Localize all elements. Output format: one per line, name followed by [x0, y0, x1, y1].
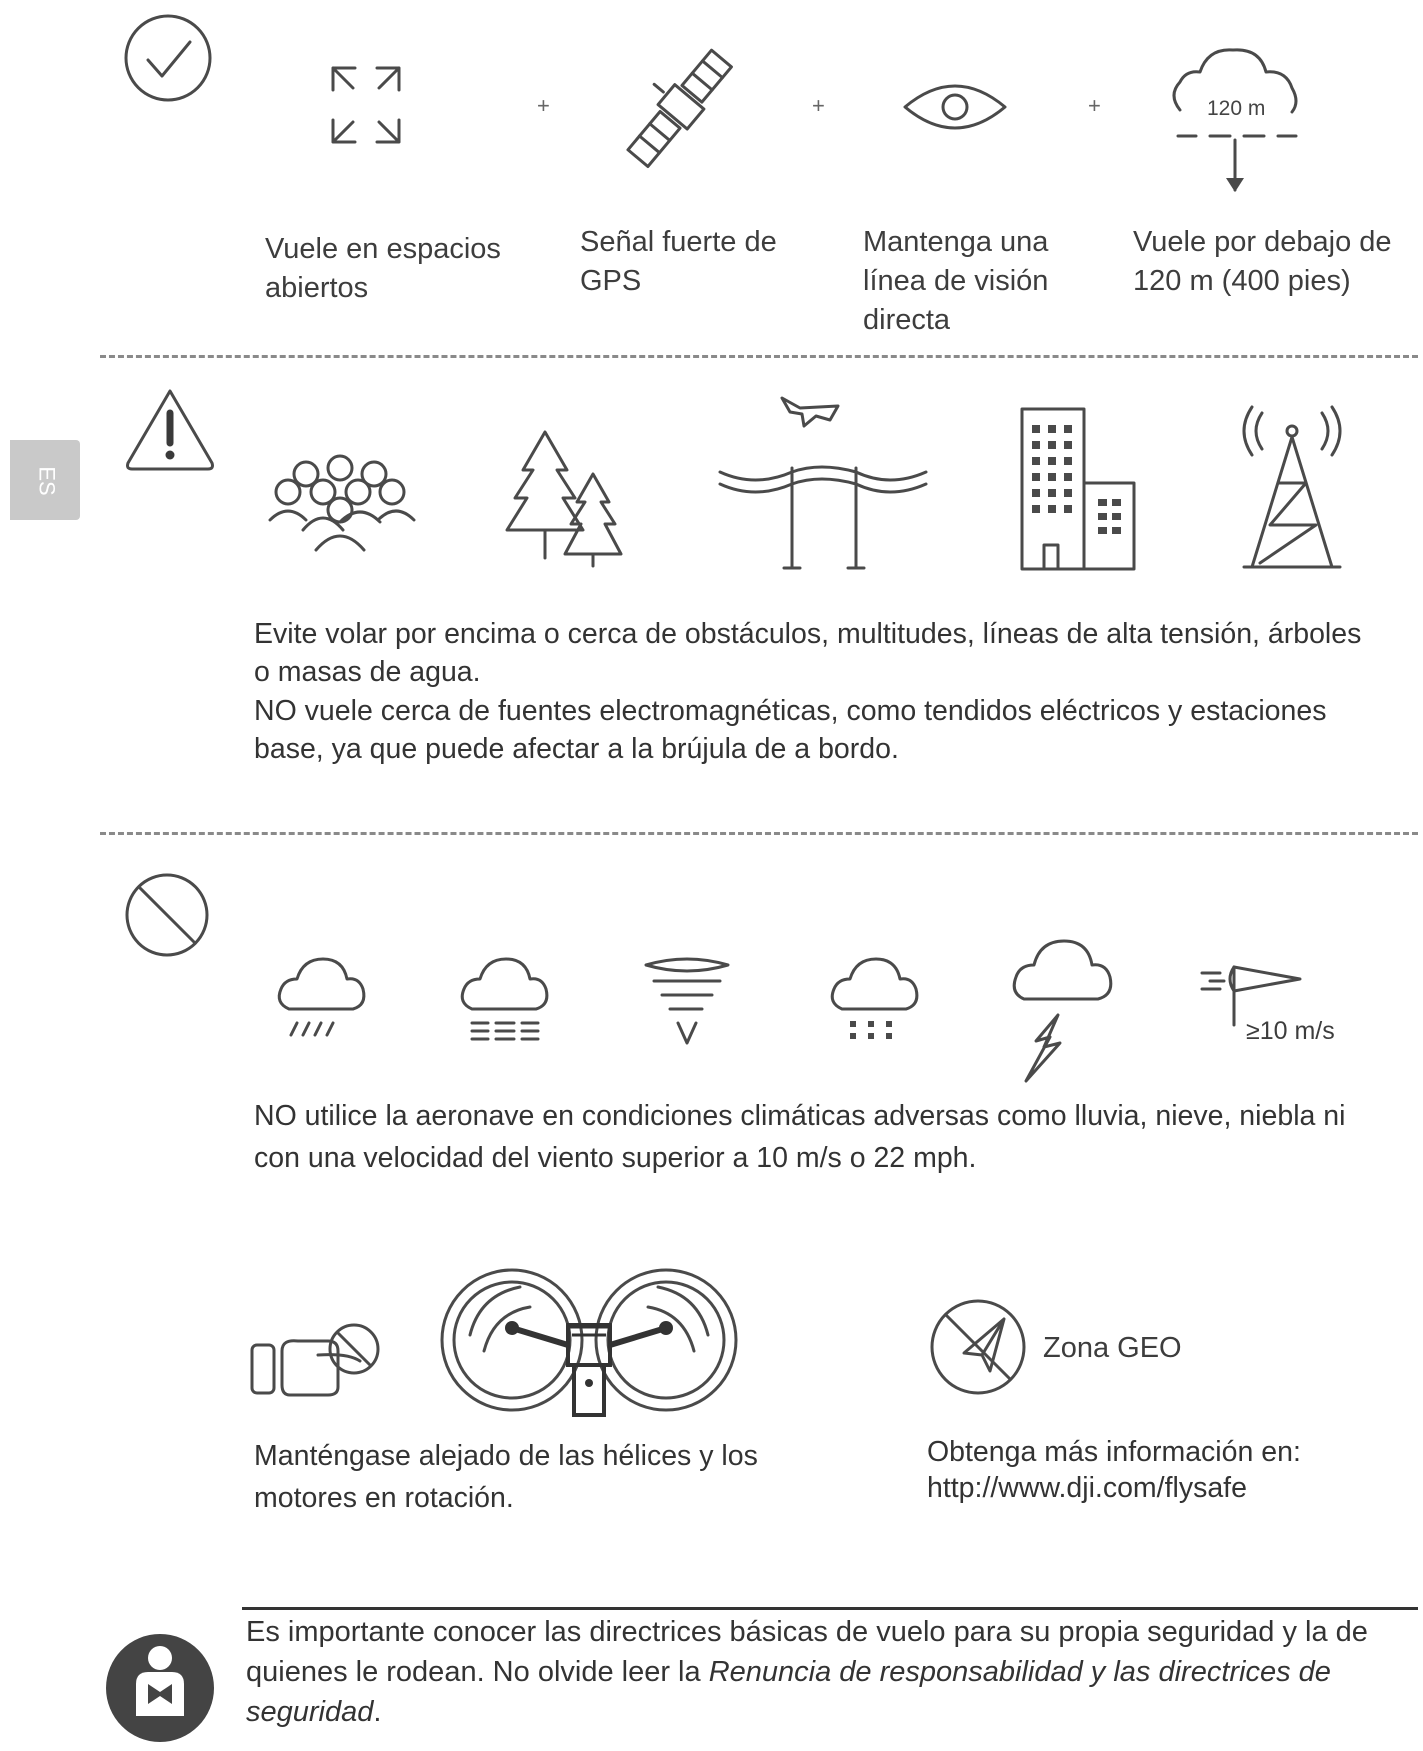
rain-icon — [275, 955, 375, 1045]
altitude-label: 120 m — [1207, 97, 1266, 120]
geo-zone-label: Zona GEO — [1043, 1332, 1182, 1364]
check-circle-icon — [120, 10, 220, 110]
snow-icon — [828, 955, 928, 1045]
plus-sign: + — [812, 93, 825, 118]
prohibited-icon — [122, 870, 222, 970]
warning-triangle-icon — [122, 385, 222, 475]
info-person-icon — [102, 1628, 222, 1748]
plus-sign: + — [1088, 93, 1101, 118]
section-divider — [100, 355, 1418, 358]
propellers-line-1: Manténgase alejado de las hélices y los — [254, 1440, 758, 1472]
wind-speed-label: ≥10 m/s — [1246, 1017, 1335, 1045]
buildings-icon — [1018, 405, 1148, 575]
warning-line-4: base, ya que puede afectar a la brújula de a bordo. — [254, 733, 899, 765]
section-divider — [100, 832, 1418, 835]
language-tab — [10, 440, 80, 520]
radio-tower-icon — [1232, 405, 1352, 575]
warning-line-1: Evite volar por encima o cerca de obstáculos, multitudes, líneas de alta tensión, árboles — [254, 618, 1362, 650]
plus-sign: + — [537, 93, 550, 118]
weather-line-2: con una velocidad del viento superior a 10 m/s o 22 mph. — [254, 1142, 977, 1174]
eye-icon — [900, 75, 1020, 145]
storm-icon — [1010, 935, 1120, 1085]
caption-altitude: Vuele por debajo de 120 m (400 pies) — [1133, 226, 1392, 297]
trees-icon — [505, 430, 635, 570]
safety-note — [246, 1612, 1416, 1732]
satellite-icon — [615, 50, 745, 170]
hands-icon — [248, 1315, 388, 1405]
warning-line-2: o masas de agua. — [254, 656, 481, 688]
tornado-icon — [642, 955, 742, 1055]
power-lines-airplane-icon — [720, 390, 930, 570]
language-tab-label: ES — [34, 466, 60, 496]
disclaimer-reference: Renuncia de responsabilidad y las directrices de seguridad — [246, 1656, 1331, 1728]
geo-zone-icon — [928, 1295, 1038, 1405]
flysafe-link[interactable]: http://www.dji.com/flysafe — [927, 1472, 1247, 1504]
info-line-1: Obtenga más información en: — [927, 1436, 1301, 1468]
open-space-icon — [325, 60, 415, 160]
note-text-start: Es importante conocer las directrices básicas de vuelo para su propia seguridad y la de quienes le rodean. No olvide leer la — [246, 1616, 1368, 1688]
weather-line-1: NO utilice la aeronave en condiciones climáticas adversas como lluvia, nieve, niebla ni — [254, 1100, 1346, 1132]
note-text-end: . — [373, 1696, 382, 1728]
fog-icon — [458, 955, 558, 1045]
note-divider — [242, 1607, 1418, 1610]
drone-propellers-icon — [440, 1265, 740, 1425]
crowd-icon — [268, 450, 418, 560]
propellers-line-2: motores en rotación. — [254, 1482, 514, 1514]
caption-gps: Señal fuerte de GPS — [580, 226, 777, 297]
caption-open-space: Vuele en espacios abiertos — [265, 233, 501, 304]
caption-line-of-sight: Mantenga una línea de visión directa — [863, 226, 1049, 336]
warning-line-3: NO vuele cerca de fuentes electromagnéticas, como tendidos eléctricos y estaciones — [254, 695, 1327, 727]
